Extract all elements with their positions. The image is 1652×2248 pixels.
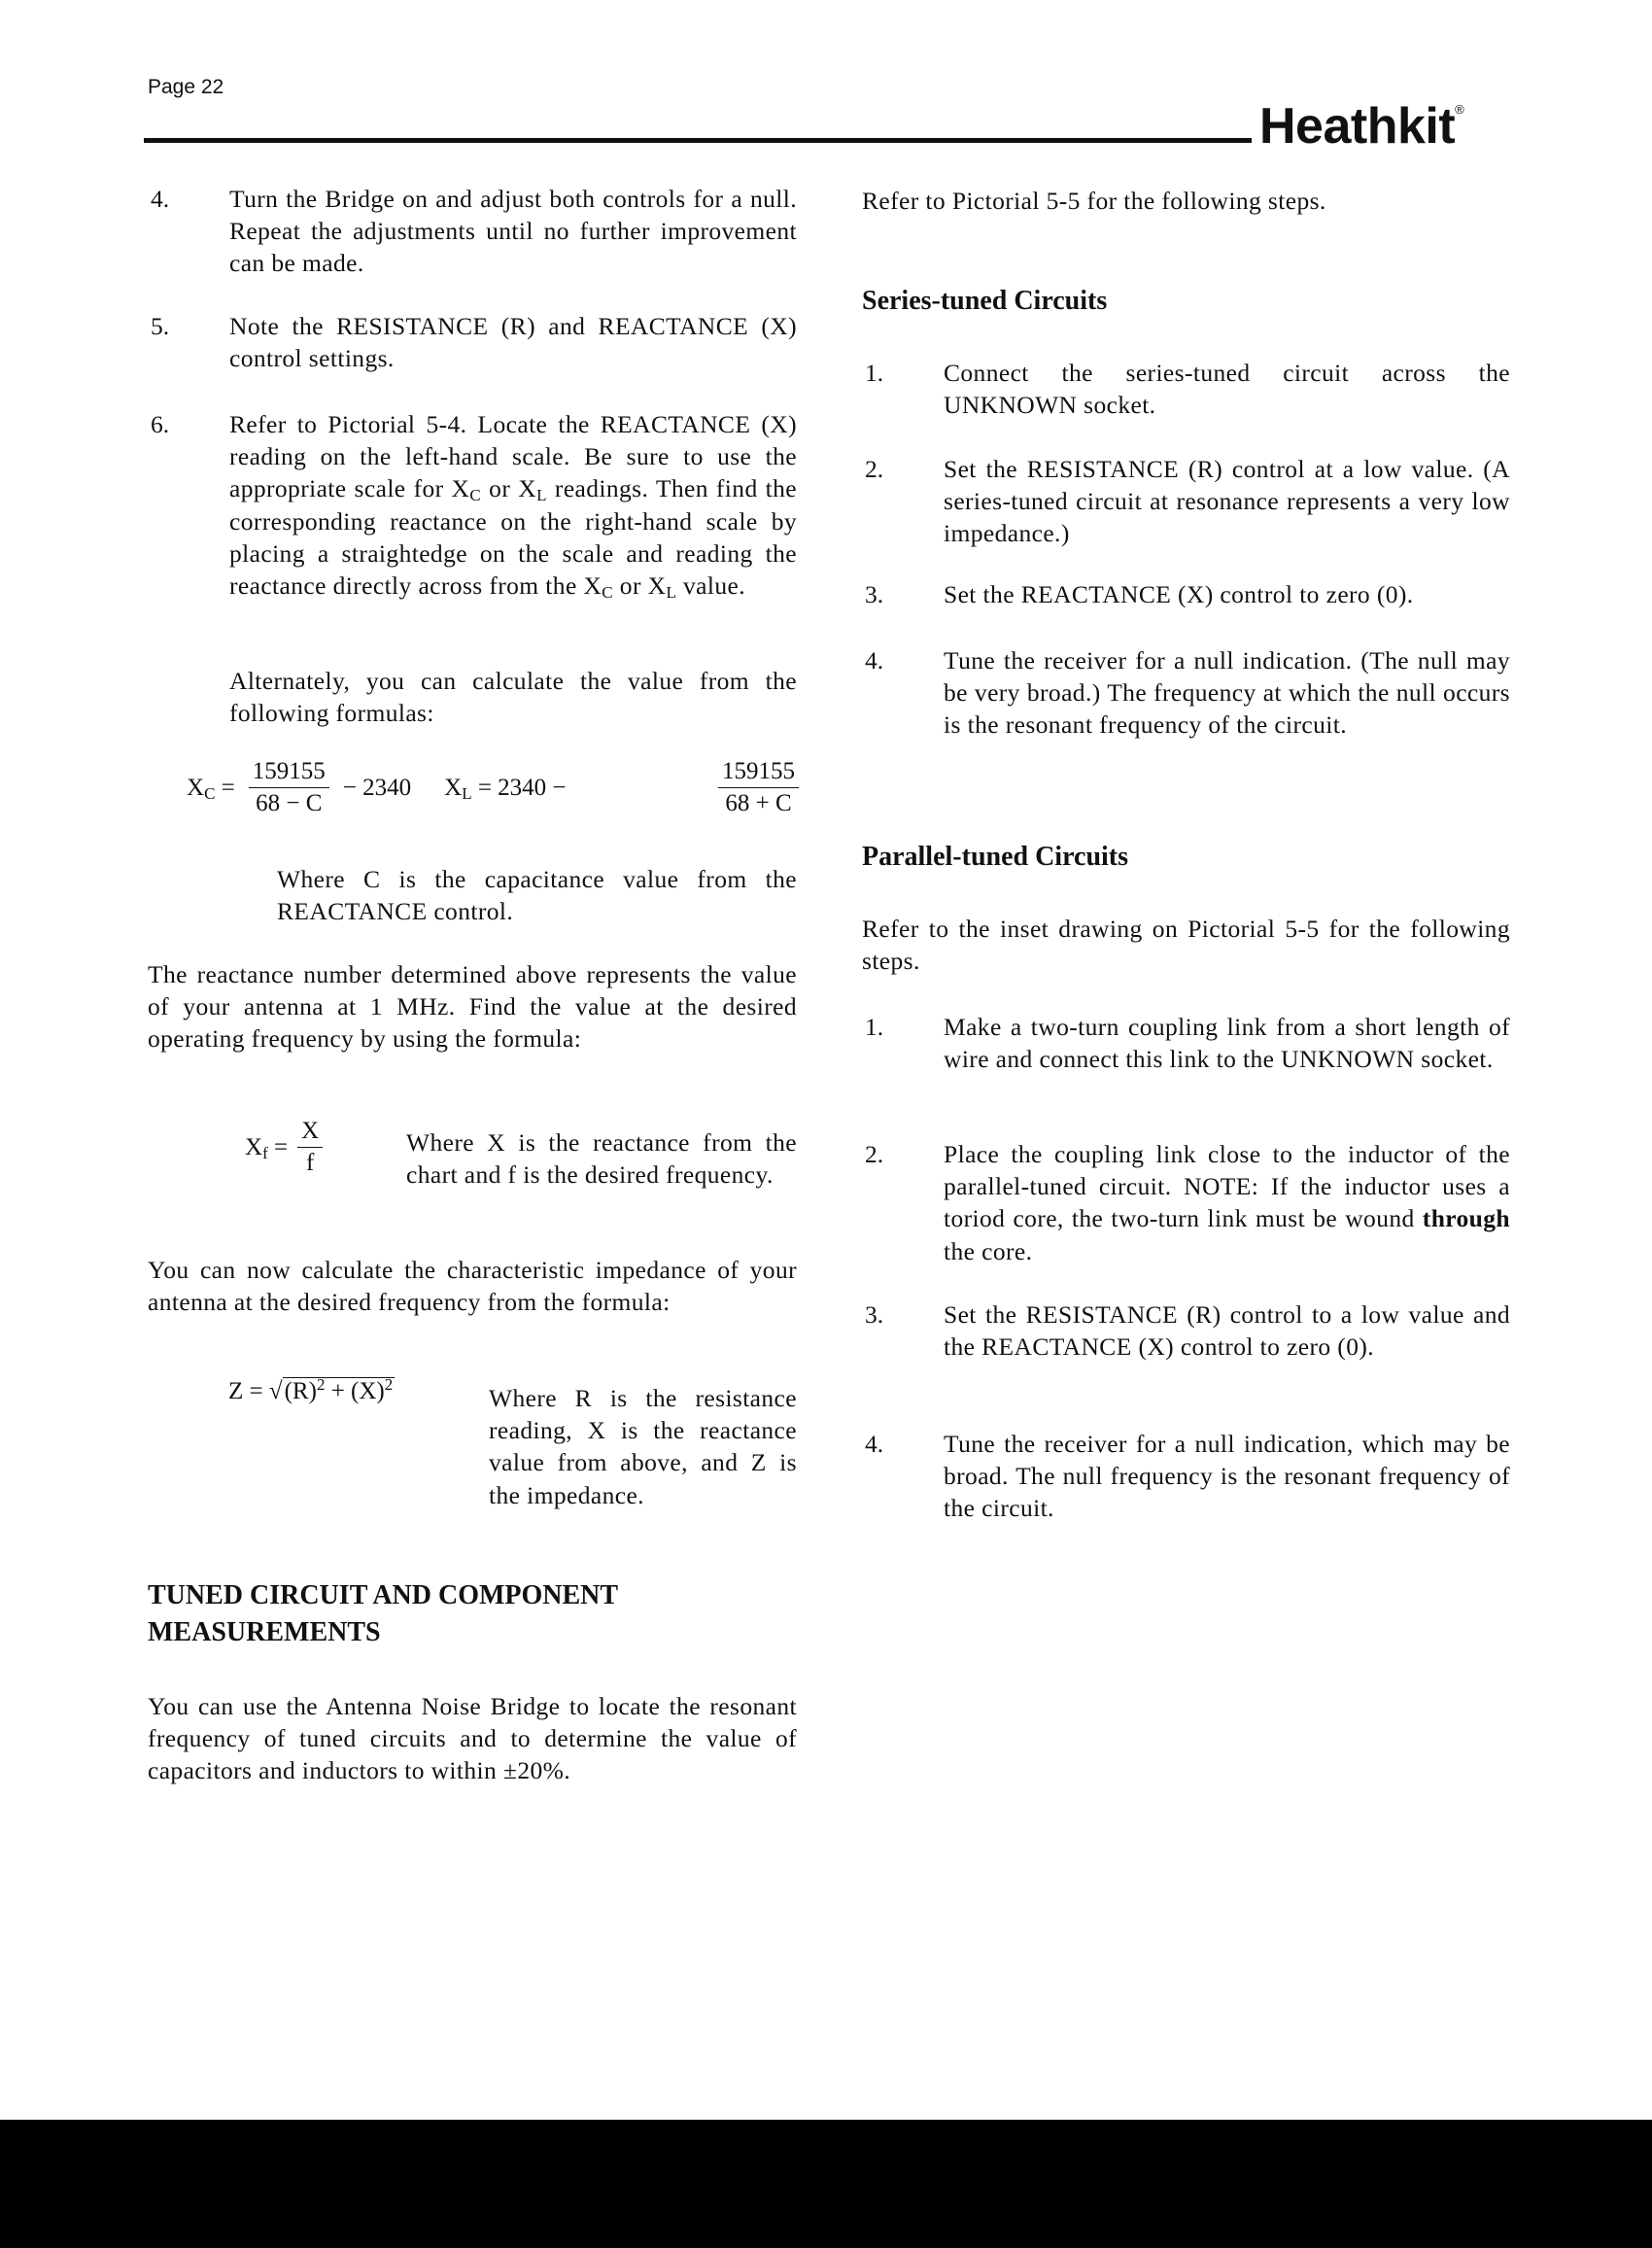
- step-number: 3.: [865, 580, 884, 608]
- step-text: Refer to Pictorial 5-4. Locate the REACTANCE (X) reading on the left-hand scale. Be sure to use the appropriate scale for $X_C$ or $X_L$ readings. Then find the corresponding reactance on the right-hand scale by placing a straightedge on the scale and reading the reactance directly across from the $X_C$ or $X_L$ value.: [229, 410, 797, 603]
- scan-border: [0, 2120, 1652, 2248]
- xl-lhs: $X_L = 2340$ −: [444, 774, 567, 803]
- xf-description: Where X is the reactance from the chart and f is the desired frequency.: [406, 1128, 797, 1190]
- step-number: 2.: [865, 1140, 884, 1168]
- xl-fraction: $\frac{159155}{68 + C}$: [718, 758, 799, 817]
- impedance-paragraph: You can now calculate the characteristic impedance of your antenna at the desired frequency from the formula:: [148, 1256, 797, 1317]
- step-number: 5.: [151, 312, 170, 340]
- heathkit-logo: [1259, 97, 1463, 156]
- step-text: Note the RESISTANCE (R) and REACTANCE (X) control settings.: [229, 312, 797, 373]
- z-description: Where R is the resistance reading, X is the reactance value from above, and Z is the impedance.: [489, 1384, 797, 1509]
- series-heading: Series-tuned Circuits: [862, 286, 1108, 316]
- step-text: Connect the series-tuned circuit across the UNKNOWN socket.: [944, 359, 1510, 420]
- reactance-paragraph: The reactance number determined above represents the value of your antenna at 1 MHz. Find the value at the desired operating frequency by using the formula:: [148, 960, 797, 1054]
- where-c-text: Where C is the capacitance value from the REACTANCE control.: [277, 865, 797, 926]
- step-number: 2.: [865, 455, 884, 483]
- reactance-formulas: [187, 758, 799, 817]
- step-text: Tune the receiver for a null indication, which may be broad. The null frequency is the resonant frequency of the circuit.: [944, 1430, 1510, 1523]
- step-number: 1.: [865, 1013, 884, 1041]
- xc-lhs: $X_C$ =: [187, 774, 235, 803]
- step-number: 4.: [865, 1430, 884, 1458]
- xc-tail: − 2340: [342, 774, 412, 801]
- step-number: 4.: [865, 646, 884, 674]
- z-formula: $Z = √(R)^2 + (X)^2$: [228, 1375, 394, 1404]
- step-text: Tune the receiver for a null indication. (The null may be very broad.) The frequency at which the null occurs is the resonant frequency of the circuit.: [944, 646, 1510, 740]
- registered-mark: ®: [1455, 102, 1464, 117]
- alternately-text: Alternately, you can calculate the value from the following formulas:: [229, 667, 797, 728]
- parallel-heading: Parallel-tuned Circuits: [862, 842, 1129, 872]
- section-text: You can use the Antenna Noise Bridge to locate the resonant frequency of tuned circuits and to determine the value of capacitors and inductors to within ±20%.: [148, 1692, 797, 1785]
- parallel-intro: Refer to the inset drawing on Pictorial 5-5 for the following steps.: [862, 915, 1510, 976]
- step-text: Make a two-turn coupling link from a short length of wire and connect this link to the UNKNOWN socket.: [944, 1013, 1510, 1074]
- brand-name: Heathkit: [1259, 98, 1456, 155]
- step-number: 3.: [865, 1300, 884, 1329]
- step-text: Set the RESISTANCE (R) control to a low value and the REACTANCE (X) control to zero (0).: [944, 1300, 1510, 1362]
- step-text: Place the coupling link close to the inductor of the parallel-tuned circuit. NOTE: If the inductor uses a toriod core, the two-turn link must be wound through the core.: [944, 1140, 1510, 1265]
- step-number: 1.: [865, 359, 884, 387]
- step-text: Set the RESISTANCE (R) control at a low value. (A series-tuned circuit at resonance represents a very low impedance.): [944, 455, 1510, 548]
- step-number: 6.: [151, 410, 170, 438]
- step-text: Set the REACTANCE (X) control to zero (0).: [944, 580, 1414, 608]
- step-text: Turn the Bridge on and adjust both controls for a null. Repeat the adjustments until no further improvement can be made.: [229, 185, 797, 278]
- step-number: 4.: [151, 185, 170, 213]
- page-number: Page 22: [148, 76, 224, 98]
- right-intro: Refer to Pictorial 5-5 for the following steps.: [862, 187, 1326, 215]
- header-rule: [144, 138, 1252, 143]
- xc-fraction: $\frac{159155}{68 - C}$: [249, 758, 329, 817]
- xf-formula: $X_f$ = $\frac{X}{f}$: [245, 1118, 323, 1177]
- section-heading: TUNED CIRCUIT AND COMPONENT MEASUREMENTS: [148, 1580, 618, 1647]
